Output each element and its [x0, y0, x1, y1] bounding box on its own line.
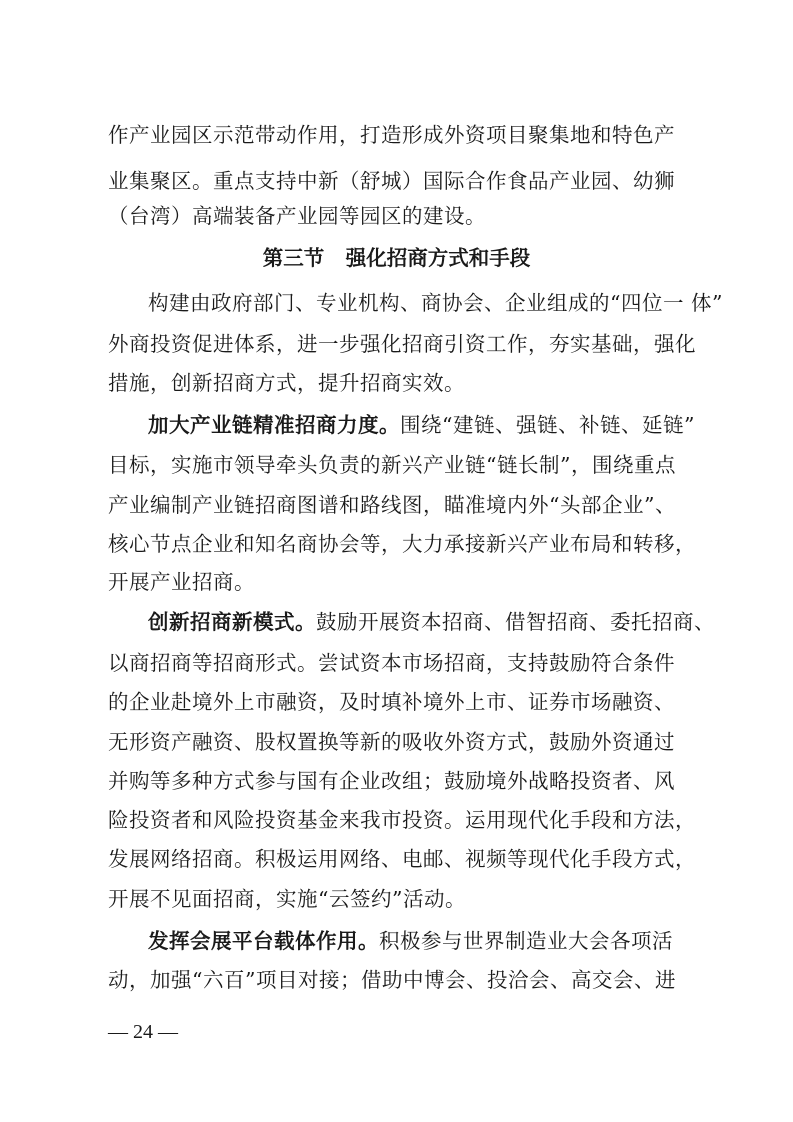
item-text: 围绕“建链、强链、补链、延链”: [400, 413, 695, 437]
item-lead: 加大产业链精准招商力度。: [148, 413, 400, 437]
section-heading: 第三节 强化招商方式和手段: [262, 246, 531, 270]
paragraph-line: 的企业赴境外上市融资，及时填补境外上市、证券市场融资、: [108, 690, 675, 714]
paragraph-line: 措施，创新招商方式，提升招商实效。: [108, 371, 465, 395]
item-text: 鼓励开展资本招商、借智招商、委托招商、: [316, 610, 715, 634]
item-text: 积极参与世界制造业大会各项活: [379, 929, 673, 953]
paragraph-line: 产业编制产业链招商图谱和路线图，瞄准境内外“头部企业”、: [108, 493, 676, 517]
paragraph-line: 开展产业招商。: [108, 570, 255, 594]
paragraph-line: 目标，实施市领导牵头负责的新兴产业链“链长制”，围绕重点: [108, 453, 676, 477]
paragraph-line: [148, 927, 673, 955]
paragraph-line: 动，加强“六百”项目对接；借助中博会、投洽会、高交会、进: [108, 968, 676, 992]
page-number: — 24 —: [108, 1021, 178, 1043]
paragraph-line: 开展不见面招商，实施“云签约”活动。: [108, 887, 466, 911]
paragraph-line: 并购等多种方式参与国有企业改组；鼓励境外战略投资者、风: [108, 769, 675, 793]
paragraph-line: （台湾）高端装备产业园等园区的建设。: [108, 204, 486, 228]
paragraph-line: 作产业园区示范带动作用，打造形成外资项目聚集地和特色产: [108, 123, 675, 147]
paragraph-line: [148, 411, 695, 439]
item-lead: 创新招商新模式。: [148, 610, 316, 634]
paragraph-line: 险投资者和风险投资基金来我市投资。运用现代化手段和方法，: [108, 808, 696, 832]
paragraph-line: 以商招商等招商形式。尝试资本市场招商，支持鼓励符合条件: [108, 651, 675, 675]
paragraph-line: 外商投资促进体系，进一步强化招商引资工作，夯实基础，强化: [108, 332, 696, 356]
paragraph-line: 核心节点企业和知名商协会等，大力承接新兴产业布局和转移，: [108, 532, 696, 556]
paragraph-line: 构建由政府部门、专业机构、商协会、企业组成的“四位一 体”: [148, 291, 723, 315]
paragraph-line: [148, 608, 715, 636]
item-lead: 发挥会展平台载体作用。: [148, 929, 379, 953]
paragraph-line: 发展网络招商。积极运用网络、电邮、视频等现代化手段方式，: [108, 847, 696, 871]
paragraph-line: 无形资产融资、股权置换等新的吸收外资方式，鼓励外资通过: [108, 730, 675, 754]
paragraph-line: 业集聚区。重点支持中新（舒城）国际合作食品产业园、幼狮: [108, 169, 675, 193]
